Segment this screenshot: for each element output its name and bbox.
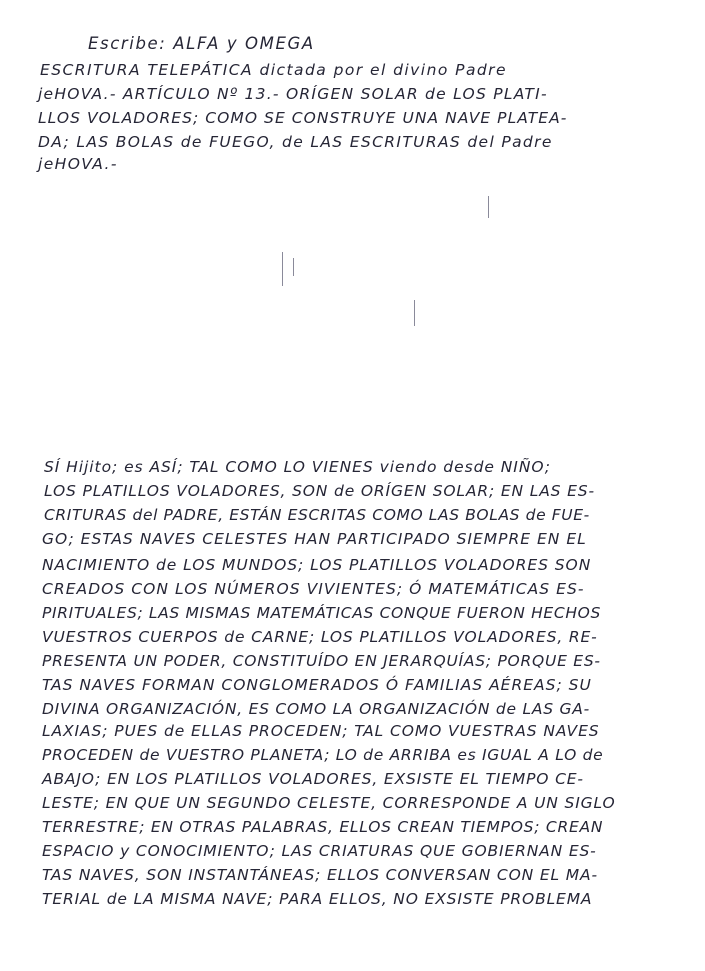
body-line: CREADOS CON LOS NÚMEROS VIVIENTES; Ó MATEMÁTICAS ES- xyxy=(42,580,585,598)
body-line: DIVINA ORGANIZACIÓN, ES COMO LA ORGANIZACIÓN de LAS GA- xyxy=(42,700,590,718)
body-line: NACIMIENTO de LOS MUNDOS; LOS PLATILLOS VOLADORES SON xyxy=(42,556,592,574)
body-line: PRESENTA UN PODER, CONSTITUÍDO EN JERARQUÍAS; PORQUE ES- xyxy=(42,652,601,670)
body-line: VUESTROS CUERPOS de CARNE; LOS PLATILLOS VOLADORES, RE- xyxy=(42,628,598,646)
body-line: PROCEDEN de VUESTRO PLANETA; LO de ARRIBA es IGUAL A LO de xyxy=(42,746,604,764)
body-line: LOS PLATILLOS VOLADORES, SON de ORÍGEN SOLAR; EN LAS ES- xyxy=(44,482,595,500)
body-line: LAXIAS; PUES de ELLAS PROCEDEN; TAL COMO VUESTRAS NAVES xyxy=(42,722,600,740)
stray-mark xyxy=(282,252,283,286)
body-line: ESPACIO y CONOCIMIENTO; LAS CRIATURAS QUE GOBIERNAN ES- xyxy=(42,842,597,860)
body-line: ABAJO; EN LOS PLATILLOS VOLADORES, EXSISTE EL TIEMPO CE- xyxy=(42,770,584,788)
body-line: TAS NAVES, SON INSTANTÁNEAS; ELLOS CONVERSAN CON EL MA- xyxy=(42,866,598,884)
stray-mark xyxy=(293,258,294,276)
header-line: LLOS VOLADORES; COMO SE CONSTRUYE UNA NAVE PLATEA- xyxy=(38,109,568,127)
stray-mark xyxy=(414,300,415,326)
body-line: LESTE; EN QUE UN SEGUNDO CELESTE, CORRESPONDE A UN SIGLO xyxy=(42,794,616,812)
stray-mark xyxy=(488,196,489,218)
body-line: PIRITUALES; LAS MISMAS MATEMÁTICAS CONQUE FUERON HECHOS xyxy=(42,604,601,622)
body-line: GO; ESTAS NAVES CELESTES HAN PARTICIPADO SIEMPRE EN EL xyxy=(42,530,587,548)
body-line: SÍ Hijito; es ASÍ; TAL COMO LO VIENES viendo desde NIÑO; xyxy=(44,458,551,476)
header-line: jeHOVA.- ARTÍCULO Nº 13.- ORÍGEN SOLAR de LOS PLATI- xyxy=(38,85,548,103)
header-line: DA; LAS BOLAS de FUEGO, de LAS ESCRITURAS del Padre xyxy=(38,133,553,151)
page-title: Escribe: ALFA y OMEGA xyxy=(88,34,315,53)
body-line: TERIAL de LA MISMA NAVE; PARA ELLOS, NO EXSISTE PROBLEMA xyxy=(42,890,593,908)
body-line: TERRESTRE; EN OTRAS PALABRAS, ELLOS CREAN TIEMPOS; CREAN xyxy=(42,818,604,836)
header-line: ESCRITURA TELEPÁTICA dictada por el divino Padre xyxy=(40,61,507,79)
body-line: CRITURAS del PADRE, ESTÁN ESCRITAS COMO LAS BOLAS de FUE- xyxy=(44,506,590,524)
header-line: jeHOVA.- xyxy=(38,155,118,173)
body-line: TAS NAVES FORMAN CONGLOMERADOS Ó FAMILIAS AÉREAS; SU xyxy=(42,676,592,694)
